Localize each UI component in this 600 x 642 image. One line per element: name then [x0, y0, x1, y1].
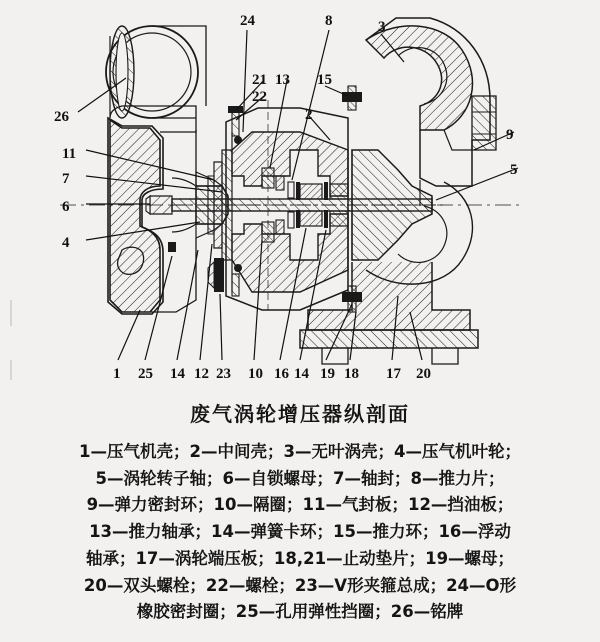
callout-5: 5: [510, 162, 518, 178]
legend-line-5: 轴承；17—涡轮端压板；18,21—止动垫片；19—螺母；: [85, 548, 515, 568]
callout-17: 17: [386, 366, 401, 382]
callout-2: 2: [305, 107, 313, 123]
callout-26: 26: [54, 109, 69, 125]
callout-7: 7: [62, 171, 70, 187]
callout-1: 1: [113, 366, 121, 382]
legend-line-3: 9—弹力密封环；10—隔圈；11—气封板；12—挡油板；: [86, 495, 514, 515]
figure-caption-block: [0, 392, 600, 626]
legend-line-6: 20—双头螺栓；22—螺栓；23—V形夹箍总成；24—O形: [83, 575, 517, 595]
callout-13: 13: [275, 72, 290, 88]
legend-line-4: 13—推力轴承；14—弹簧卡环；15—推力环；16—浮动: [89, 522, 511, 542]
figure-title: 废气涡轮增压器纵剖面: [190, 402, 410, 426]
callout-11: 11: [62, 146, 77, 162]
callout-8: 8: [325, 13, 333, 29]
callout-6: 6: [62, 199, 70, 215]
callout-4: 4: [62, 235, 70, 251]
callout-18: 18: [344, 366, 359, 382]
callout-24: 24: [240, 13, 255, 29]
callout-23: 23: [216, 366, 231, 382]
callout-16: 16: [274, 366, 289, 382]
callout-14-left: 14: [170, 366, 185, 382]
legend-line-7: 橡胶密封圈；25—孔用弹性挡圈；26—铭牌: [136, 602, 464, 622]
callout-15: 15: [317, 72, 332, 88]
callout-14-right: 14: [294, 366, 309, 382]
callout-9: 9: [506, 127, 514, 143]
figure-legend: [0, 439, 600, 626]
legend-line-1: 1—压气机壳；2—中间壳；3—无叶涡壳；4—压气机叶轮；: [79, 442, 521, 461]
callout-10: 10: [248, 366, 263, 382]
callout-12: 12: [194, 366, 209, 382]
callout-25: 25: [138, 366, 153, 382]
legend-line-2: 5—涡轮转子轴；6—自锁螺母；7—轴封；8—推力片；: [95, 468, 505, 488]
callout-21: 21: [252, 72, 267, 88]
callout-3: 3: [378, 19, 386, 35]
callout-19: 19: [320, 366, 335, 382]
callout-22: 22: [252, 89, 267, 105]
callout-20: 20: [416, 366, 431, 382]
